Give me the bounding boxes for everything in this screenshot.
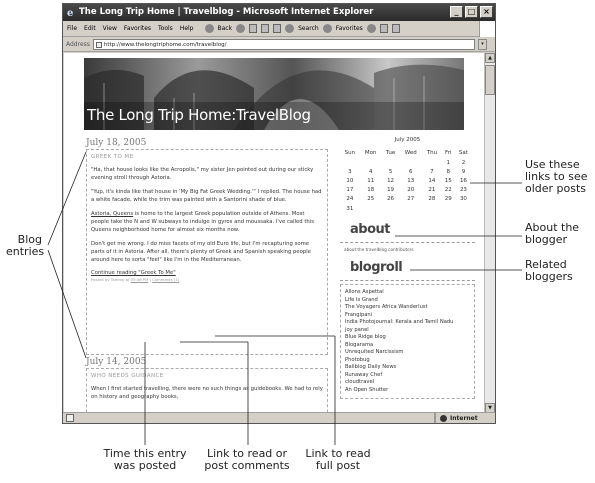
blogroll-link[interactable]: Photobug — [345, 356, 370, 363]
calendar-day-link[interactable]: 25 — [367, 196, 375, 203]
ie-icon — [66, 7, 77, 18]
annotation-about — [525, 222, 595, 246]
calendar-day-link[interactable]: 4 — [368, 168, 373, 175]
address-value: http://www.thelongtriphome.com/travelblog/ — [103, 42, 227, 48]
calendar-day-header: Mon — [364, 150, 377, 156]
blogroll-list — [340, 284, 475, 399]
blog-entry — [86, 368, 328, 413]
annotation-text: Link to read or post comments — [204, 447, 290, 472]
favorites-star-icon[interactable] — [323, 24, 332, 33]
calendar-day-link[interactable]: 27 — [407, 196, 415, 203]
stop-icon[interactable] — [249, 24, 257, 33]
search-button[interactable]: Search — [298, 25, 319, 32]
posted-by: Posted by Tammy at — [91, 277, 130, 282]
comments-link[interactable]: Comments (1) — [152, 277, 180, 282]
blogroll-link[interactable]: cloudtravel — [345, 379, 375, 386]
blogroll-heading: blogroll — [350, 260, 403, 276]
print-icon[interactable] — [392, 24, 400, 33]
address-dropdown-icon[interactable]: ▾ — [478, 39, 487, 50]
sidebar — [340, 137, 475, 399]
post-date: July 18, 2005 — [86, 138, 147, 148]
annotation-older-posts — [525, 159, 595, 195]
blogroll-link[interactable]: Frangipani — [345, 311, 373, 318]
calendar-day-link[interactable]: 16 — [459, 177, 467, 184]
calendar-day-link[interactable]: 6 — [409, 168, 413, 175]
address-label: Address — [66, 41, 90, 48]
calendar-day-link[interactable]: 30 — [459, 196, 467, 203]
calendar-day-link[interactable]: 1 — [446, 159, 451, 166]
annotation-comments-link — [197, 448, 297, 472]
calendar-empty-cell — [422, 204, 442, 213]
blog-entry — [86, 149, 328, 355]
calendar-day-link[interactable]: 10 — [346, 177, 354, 184]
post-body — [87, 385, 327, 401]
divider — [340, 280, 475, 281]
blogroll-link[interactable]: An Open Shutter — [345, 386, 389, 393]
calendar-day-link[interactable]: 11 — [367, 177, 375, 184]
menu-view[interactable]: View — [102, 25, 117, 32]
calendar-day-link[interactable]: 26 — [387, 196, 395, 203]
blogroll-link[interactable]: Runaway Chef — [345, 371, 383, 378]
calendar-day-link[interactable]: 22 — [444, 187, 452, 194]
page-content — [64, 53, 484, 413]
blogroll-link[interactable]: India Photojournal: Kerala and Tamil Nadu — [345, 319, 454, 326]
back-icon[interactable] — [205, 24, 214, 33]
calendar-empty-cell — [455, 204, 472, 213]
home-icon[interactable] — [273, 24, 281, 33]
calendar-day-link[interactable]: 23 — [459, 187, 467, 194]
page-done-icon — [66, 414, 74, 422]
menu-file[interactable]: File — [67, 25, 78, 32]
calendar-day-header: Sun — [344, 150, 356, 156]
banner-title: The Long Trip Home:TravelBlog — [87, 106, 311, 124]
annotation-text: About the blogger — [525, 221, 580, 246]
annotation-text: Use these links to see older posts — [525, 158, 588, 195]
post-title[interactable]: WHO NEEDS GUIDANCE — [91, 373, 164, 379]
calendar-day-link[interactable]: 28 — [428, 196, 436, 203]
history-icon[interactable] — [367, 24, 376, 33]
annotation-full-post — [298, 448, 378, 472]
calendar-day-header: Thu — [426, 150, 438, 156]
calendar-day-link[interactable]: 5 — [388, 168, 393, 175]
calendar-day-link[interactable]: 7 — [430, 168, 434, 175]
menu-bar — [63, 21, 495, 37]
page-icon — [96, 42, 102, 48]
annotation-text: Blog entries — [6, 233, 45, 258]
menu-tools[interactable]: Tools — [158, 25, 173, 32]
calendar-empty-cell — [422, 158, 442, 167]
address-bar — [63, 38, 495, 52]
calendar-empty-cell — [360, 158, 382, 167]
calendar-day-header: Sat — [458, 150, 468, 156]
calendar-empty-cell — [399, 158, 422, 167]
post-time-link[interactable]: 05:46 PM — [130, 277, 149, 282]
calendar-day-link[interactable]: 29 — [444, 196, 452, 203]
divider — [340, 242, 475, 243]
calendar-empty-cell — [382, 204, 400, 213]
title-bar — [63, 4, 495, 21]
window-title: The Long Trip Home | Travelblog - Microsoft Internet Explorer — [79, 7, 374, 17]
calendar-empty-cell — [442, 204, 455, 213]
about-link[interactable]: about the travelblog contributors — [344, 247, 414, 253]
calendar-day-link[interactable]: 13 — [407, 177, 415, 184]
calendar-title: July 2005 — [394, 137, 421, 143]
blogroll-link[interactable]: Baliblog Daily News — [345, 364, 397, 371]
calendar — [340, 148, 472, 213]
forward-icon[interactable] — [236, 24, 245, 33]
calendar-day-header: Tue — [385, 150, 396, 156]
calendar-day-link[interactable]: 24 — [346, 196, 354, 203]
calendar-day-link[interactable]: 12 — [387, 177, 395, 184]
post-paragraph: Don't get me wrong. I do miss facets of my old Euro life, but I'm recapturing some parts of it in Astoria. After all, there's plenty of Greek and Spanish speaking people around here to sorta "feel" like I'm in the Mediterranean. — [91, 241, 312, 263]
minimize-button[interactable]: _ — [450, 6, 463, 18]
calendar-day-header: Wed — [404, 150, 417, 156]
calendar-day-header: Fri — [444, 150, 452, 156]
blogroll-link[interactable]: Life Is Grand — [345, 296, 378, 303]
blogroll-link[interactable]: Blogarama — [345, 341, 374, 348]
menu-edit[interactable]: Edit — [84, 25, 96, 32]
calendar-day-link[interactable]: 8 — [446, 168, 451, 175]
calendar-empty-cell — [399, 204, 422, 213]
maximize-button[interactable]: □ — [465, 6, 478, 18]
calendar-empty-cell — [382, 158, 400, 167]
post-paragraph: "Yup, it's kinda like that house in 'My Big Fat Greek Wedding.'" I replied. The house had a white facade, while the trim was painted with a Santorini shade of blue. — [91, 189, 322, 203]
zone-label: Internet — [450, 414, 478, 422]
meta-separator: | — [148, 277, 153, 282]
close-button[interactable]: × — [480, 6, 493, 18]
blogroll-link[interactable]: Blue Ridge blog — [345, 334, 386, 341]
calendar-empty-cell — [360, 204, 382, 213]
refresh-icon[interactable] — [261, 24, 269, 33]
mail-icon[interactable] — [380, 24, 388, 33]
calendar-day-link[interactable]: 19 — [387, 187, 395, 194]
favorites-button[interactable]: Favorites — [335, 25, 363, 32]
status-bar — [63, 412, 495, 423]
globe-icon — [440, 415, 447, 422]
blogroll-link[interactable]: joy panel — [345, 326, 369, 333]
annotation-related — [525, 259, 595, 283]
annotation-blog-entries — [6, 233, 45, 258]
calendar-day-link[interactable]: 3 — [348, 168, 352, 175]
calendar-day-link[interactable]: 20 — [407, 187, 415, 194]
blogroll-link[interactable]: The Voyagers Africa Wanderlust — [345, 304, 428, 311]
calendar-day-link[interactable]: 9 — [461, 168, 466, 175]
browser-window — [62, 3, 496, 424]
scroll-down-icon[interactable]: ▼ — [485, 403, 495, 413]
post-body — [87, 166, 327, 264]
about-heading: about — [350, 222, 390, 238]
annotation-text: Link to read full post — [305, 447, 371, 472]
annotation-time-posted — [95, 448, 195, 472]
svg-text:e: e — [67, 8, 74, 18]
search-icon[interactable] — [285, 24, 294, 33]
calendar-day-link[interactable]: 31 — [346, 205, 354, 212]
annotation-text: Time this entry was posted — [103, 447, 187, 472]
windows-logo-icon — [479, 21, 495, 37]
calendar-day-link[interactable]: 17 — [346, 187, 354, 194]
calendar-day-link[interactable]: 21 — [428, 187, 436, 194]
scroll-thumb[interactable] — [485, 65, 495, 95]
continue-reading-link[interactable]: Continue reading "Greek To Me" — [91, 270, 176, 276]
blogroll-link[interactable]: Allons Aspettal — [345, 289, 384, 296]
menu-favorites[interactable]: Favorites — [123, 25, 152, 32]
menu-help[interactable]: Help — [179, 25, 194, 32]
calendar-day-link[interactable]: 14 — [428, 177, 436, 184]
blog-banner — [84, 58, 464, 130]
post-paragraph: "Ha, that house looks like the Acropolis," my sister Jen pointed out during our sticky evening stroll through Astoria. — [91, 167, 314, 181]
post-paragraph: When I first started travelling, there were no such things as guidebooks. We had to rely on history and geography books, — [91, 386, 323, 400]
post-meta — [91, 277, 327, 282]
calendar-day-link[interactable]: 2 — [461, 159, 466, 166]
security-zone — [435, 413, 495, 423]
annotation-text: Related bloggers — [525, 258, 573, 283]
scroll-up-icon[interactable]: ▲ — [485, 53, 495, 63]
post-paragraph-rest: is home to the largest Greek population outside of Athens. Most people take the N and W subways to indulge in gyros and moussaka. I've called this Queens neighborhood home for almost six months now. — [91, 211, 315, 233]
calendar-day-link[interactable]: 15 — [444, 177, 452, 184]
vertical-scrollbar[interactable] — [484, 53, 495, 413]
blogroll-link[interactable]: Unrequited Narcissism — [345, 349, 404, 356]
calendar-empty-cell — [340, 158, 360, 167]
address-input[interactable] — [93, 39, 475, 50]
calendar-day-link[interactable]: 18 — [367, 187, 375, 194]
post-date: July 14, 2005 — [86, 357, 147, 367]
back-button[interactable]: Back — [217, 25, 233, 32]
post-title[interactable]: GREEK TO ME — [91, 154, 134, 160]
astoria-link[interactable]: Astoria, Queens — [91, 211, 134, 217]
post-paragraph — [91, 210, 323, 234]
